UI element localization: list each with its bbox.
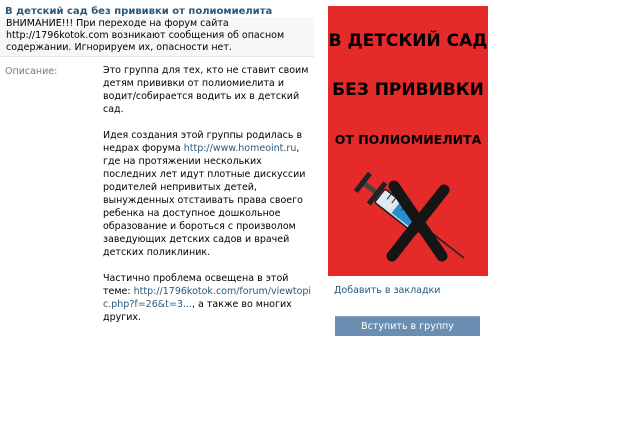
crossed-syringe-icon: [350, 172, 468, 264]
add-bookmark-link[interactable]: Добавить в закладки: [334, 285, 441, 296]
description-label: Описание:: [5, 66, 58, 77]
group-avatar-poster[interactable]: [328, 6, 488, 276]
blank-area: [0, 336, 640, 437]
p2-text-after: , где на протяжении нескольких последних лет идут плотные дискуссии родителей непривитых детей, вынужденных отстаивать права своего ребенка на доступное дошкольное образование и бороться с произволом заведующих детских садов и врачей детских поликлиник.: [103, 143, 306, 258]
group-main-column: [0, 0, 322, 336]
join-group-button[interactable]: Вступить в группу: [335, 316, 480, 336]
warning-box: [0, 17, 314, 57]
poster-line-1: В ДЕТСКИЙ САД: [328, 31, 488, 51]
description-paragraph-1: Это группа для тех, кто не ставит своим детям прививки от полиомиелита и водит/собирается водить их в детский сад.: [103, 65, 309, 115]
poster-line-3: ОТ ПОЛИОМИЕЛИТА: [334, 132, 482, 147]
p2-text-before: Идея создания этой группы родилась в недрах форума: [103, 130, 303, 154]
poster-line-2: БЕЗ ПРИВИВКИ: [332, 80, 484, 100]
p3-text-before: Частично проблема освещена в этой теме:: [103, 273, 289, 297]
description-paragraph-3: [103, 272, 315, 324]
p3-text-after: , а также во многих других.: [103, 299, 292, 323]
forum-topic-link[interactable]: http://1796kotok.com/forum/viewtopic.php?f=26&t=3...: [103, 286, 312, 310]
group-side-column: [322, 0, 640, 336]
homeoint-link[interactable]: http://www.homeoint.ru: [183, 143, 297, 154]
warning-text: ВНИМАНИЕ!!! При переходе на форум сайта http://1796kotok.com возникают сообщения об опасном содержании. Игнорируем их, опасности нет.: [6, 18, 285, 53]
group-title: В детский сад без прививки от полиомиелита: [5, 6, 273, 17]
description-paragraph-2: [103, 129, 315, 259]
